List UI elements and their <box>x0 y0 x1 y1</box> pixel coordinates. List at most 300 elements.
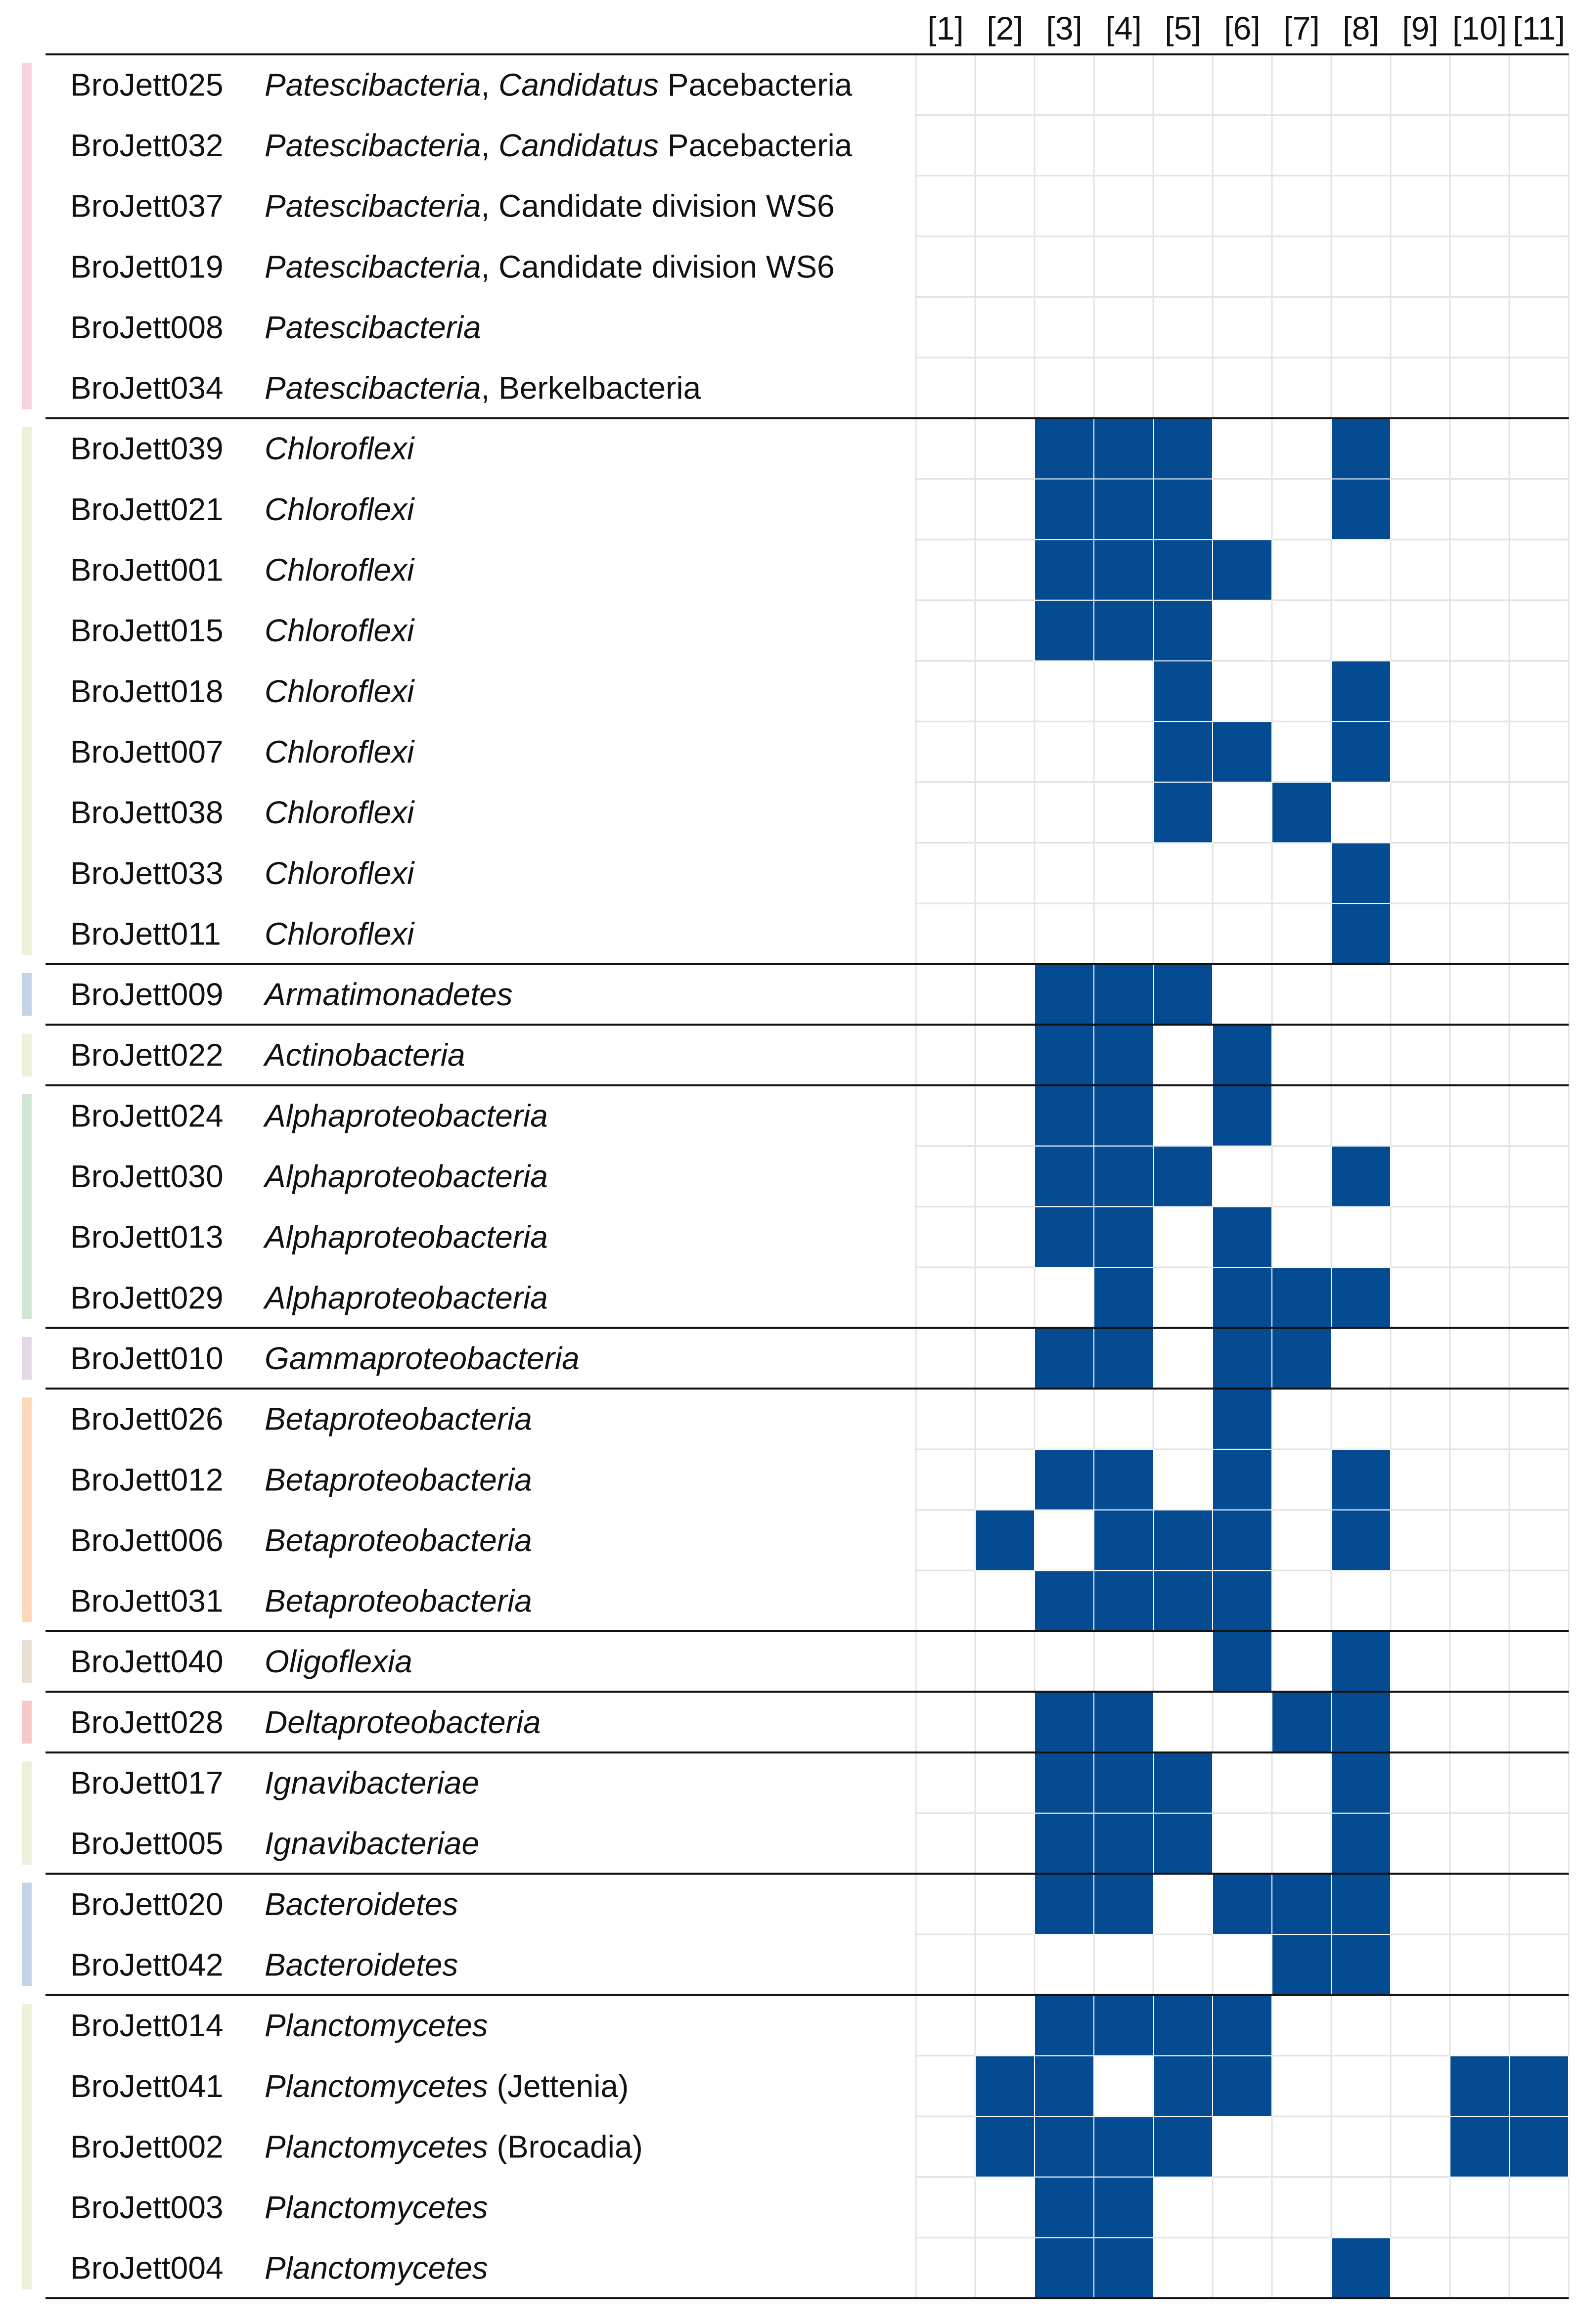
heatmap-cell-filled <box>1035 1570 1094 1631</box>
group-color-bar <box>22 1094 32 1319</box>
grid-cell <box>975 1388 1035 1449</box>
grid-cell <box>1272 1510 1331 1571</box>
grid-cell <box>1035 1267 1094 1328</box>
grid-cell <box>1450 479 1509 540</box>
grid-cell <box>1153 1449 1213 1510</box>
taxon-label <box>265 2068 629 2104</box>
grid-cell <box>1509 1328 1569 1389</box>
taxon-label <box>265 1583 532 1619</box>
grid-cell <box>975 1692 1035 1753</box>
taxon-segment: Planctomycetes <box>265 2129 488 2165</box>
bin-id-label: BroJett030 <box>70 1159 224 1195</box>
taxon-label <box>265 2008 488 2043</box>
taxon-segment: Bacteroidetes <box>265 1886 458 1922</box>
grid-cell <box>975 600 1035 661</box>
taxon-label <box>265 67 853 102</box>
grid-cell <box>1331 1388 1391 1449</box>
grid-cell <box>1272 1570 1331 1631</box>
taxon-segment: (Brocadia) <box>488 2129 643 2165</box>
bin-id-label: BroJett034 <box>70 370 224 406</box>
grid-cell <box>1450 1025 1509 1085</box>
grid-cell <box>1035 843 1094 903</box>
grid-cell <box>916 1025 975 1085</box>
grid-cell <box>1391 964 1450 1025</box>
heatmap-cell-filled <box>1035 479 1094 540</box>
grid-cell <box>1272 1752 1331 1813</box>
grid-cell <box>1391 1328 1450 1389</box>
heatmap-cell-filled <box>1035 1207 1094 1267</box>
column-header: [1] <box>927 10 964 46</box>
grid-cell <box>1450 600 1509 661</box>
grid-cell <box>975 964 1035 1025</box>
grid-cell <box>1272 1631 1331 1692</box>
grid-cell <box>1450 297 1509 358</box>
grid-cell <box>1391 721 1450 782</box>
taxon-segment: Pacebacteria <box>658 67 853 103</box>
taxon-label <box>263 1098 548 1133</box>
group-bars-layer <box>22 63 32 2289</box>
grid-cell <box>1153 2177 1213 2238</box>
taxon-segment: Patescibacteria <box>265 127 481 163</box>
heatmap-cell-filled <box>1035 1874 1094 1935</box>
grid-cell <box>1450 1510 1509 1571</box>
heatmap-cell-filled <box>1331 843 1391 903</box>
heatmap-cell-filled <box>1331 1813 1391 1874</box>
taxon-label <box>265 1886 458 1922</box>
grid-cell <box>1450 1388 1509 1449</box>
bin-id-label: BroJett003 <box>70 2190 224 2226</box>
grid-cell <box>1450 1328 1509 1389</box>
heatmap-cell-filled <box>1035 2237 1094 2298</box>
grid-cell <box>1391 1813 1450 1874</box>
grid-cell <box>916 1570 975 1631</box>
grid-cell <box>1272 1388 1331 1449</box>
taxon-segment: Chloroflexi <box>265 552 414 588</box>
bin-id-label: BroJett014 <box>70 2008 224 2044</box>
grid-cell <box>1035 1388 1094 1449</box>
grid-cell <box>1391 297 1450 358</box>
taxon-label <box>265 613 415 648</box>
grid-cell <box>1153 1631 1213 1692</box>
grid-cell <box>1509 1934 1569 1995</box>
taxon-segment: Deltaproteobacteria <box>265 1704 541 1740</box>
taxon-label <box>265 734 415 769</box>
grid-cell <box>1391 479 1450 540</box>
column-header: [11] <box>1513 10 1565 46</box>
grid-cell <box>1272 2116 1331 2177</box>
heatmap-cell-filled <box>1213 1570 1272 1631</box>
heatmap-cell-filled <box>1213 2056 1272 2116</box>
heatmap-cell-filled <box>1213 1207 1272 1267</box>
grid-cell <box>975 176 1035 236</box>
grid-cell <box>1272 539 1331 600</box>
heatmap-cell-filled <box>975 2056 1035 2116</box>
heatmap-cell-filled <box>1213 1510 1272 1571</box>
grid-cell <box>1272 964 1331 1025</box>
heatmap-cell-filled <box>1331 1874 1391 1935</box>
grid-cell <box>1272 479 1331 540</box>
bin-id-label: BroJett009 <box>70 977 224 1013</box>
bin-id-label: BroJett039 <box>70 431 224 467</box>
grid-cell <box>1450 1449 1509 1510</box>
taxon-label <box>265 188 835 224</box>
grid-cell <box>975 1025 1035 1085</box>
taxon-segment: , Candidate division WS6 <box>481 188 835 224</box>
grid-cell <box>1035 1934 1094 1995</box>
heatmap-cell-filled <box>1035 539 1094 600</box>
grid-cell <box>975 479 1035 540</box>
grid-cell <box>975 236 1035 297</box>
grid-cell <box>916 2237 975 2298</box>
taxon-label <box>265 370 701 406</box>
grid-cell <box>1272 661 1331 722</box>
heatmap-cell-filled <box>1153 1752 1213 1813</box>
grid-cell <box>916 782 975 843</box>
grid-cell <box>1391 236 1450 297</box>
taxon-label <box>265 795 415 830</box>
grid-cell <box>1450 964 1509 1025</box>
group-color-bar <box>22 1883 32 1986</box>
grid-cell <box>1272 236 1331 297</box>
grid-cell <box>1450 721 1509 782</box>
grid-cell <box>1509 721 1569 782</box>
bin-id-label: BroJett038 <box>70 795 224 831</box>
heatmap-cell-filled <box>1331 418 1391 479</box>
heatmap-cell-filled <box>1094 1207 1153 1267</box>
heatmap-cell-filled <box>1331 1510 1391 1571</box>
heatmap-cell-filled <box>1094 1025 1153 1085</box>
grid-cell <box>975 1631 1035 1692</box>
grid-cell <box>975 1874 1035 1935</box>
grid-cell <box>1213 964 1272 1025</box>
heatmap-cell-filled <box>1213 539 1272 600</box>
group-color-bar <box>22 427 32 955</box>
grid-cell <box>1391 115 1450 176</box>
bin-id-label: BroJett008 <box>70 309 224 345</box>
grid-cell <box>1035 661 1094 722</box>
grid-cell <box>1391 782 1450 843</box>
bin-id-label: BroJett024 <box>70 1098 224 1134</box>
heatmap-cell-filled <box>1094 1874 1153 1935</box>
grid-cell <box>1450 1085 1509 1146</box>
grid-cell <box>916 418 975 479</box>
grid-cell <box>916 1692 975 1753</box>
grid-cell <box>1094 843 1153 903</box>
heatmap-cell-filled <box>1509 2056 1569 2116</box>
grid-cell <box>1450 661 1509 722</box>
grid-cell <box>1153 115 1213 176</box>
grid-cell <box>1035 782 1094 843</box>
grid-cell <box>1272 176 1331 236</box>
taxon-segment: Alphaproteobacteria <box>265 1159 548 1195</box>
grid-cell <box>1509 843 1569 903</box>
grid-cell <box>1213 115 1272 176</box>
grid-cell <box>1331 358 1391 418</box>
grid-cell <box>916 1934 975 1995</box>
grid-cell <box>1213 418 1272 479</box>
grid-cell <box>1509 115 1569 176</box>
heatmap-cell-filled <box>1094 1085 1153 1146</box>
grid-cell <box>1331 1570 1391 1631</box>
grid-cell <box>1509 479 1569 540</box>
heatmap-cell-filled <box>1272 782 1331 843</box>
heatmap-cell-filled <box>1094 418 1153 479</box>
heatmap-cell-filled <box>1094 1995 1153 2056</box>
heatmap-cell-filled <box>1153 539 1213 600</box>
taxon-segment: Chloroflexi <box>265 491 414 527</box>
grid-cell <box>1153 54 1213 115</box>
grid-cell <box>1509 1207 1569 1267</box>
grid-cell <box>1094 2056 1153 2116</box>
bin-id-label: BroJett001 <box>70 552 224 588</box>
heatmap-cell-filled <box>1094 539 1153 600</box>
grid-cell <box>1272 297 1331 358</box>
group-color-bar <box>22 1033 32 1076</box>
heatmap-cell-filled <box>1213 721 1272 782</box>
bin-id-label: BroJett004 <box>70 2250 224 2286</box>
grid-cell <box>1391 903 1450 964</box>
grid-cell <box>1509 1146 1569 1207</box>
grid-cell <box>975 1449 1035 1510</box>
group-color-bar <box>22 973 32 1016</box>
grid-cell <box>916 1752 975 1813</box>
column-header: [7] <box>1283 10 1320 46</box>
grid-cell <box>1509 2237 1569 2298</box>
grid-cell <box>1391 1631 1450 1692</box>
taxon-segment: (Jettenia) <box>488 2068 629 2104</box>
heatmap-cell-filled <box>1331 1692 1391 1753</box>
grid-cell <box>1213 782 1272 843</box>
bin-id-label: BroJett011 <box>70 916 221 952</box>
grid-cell <box>916 1631 975 1692</box>
bin-id-label: BroJett010 <box>70 1340 224 1376</box>
heatmap-cell-filled <box>1094 1267 1153 1328</box>
grid-cell <box>916 2177 975 2238</box>
grid-cell <box>1450 1692 1509 1753</box>
grid-cell <box>1272 418 1331 479</box>
taxon-segment: Armatimonadetes <box>265 977 513 1013</box>
grid-cell <box>975 297 1035 358</box>
grid-cell <box>975 418 1035 479</box>
grid-cell <box>916 661 975 722</box>
group-color-bar <box>22 63 32 409</box>
bin-id-label: BroJett041 <box>70 2068 224 2104</box>
group-color-bar <box>22 1337 32 1380</box>
taxon-label <box>265 492 415 527</box>
grid-cell <box>916 236 975 297</box>
heatmap-cell-filled <box>1035 2116 1094 2177</box>
taxon-segment: Betaproteobacteria <box>265 1522 532 1558</box>
grid-cell <box>1509 418 1569 479</box>
column-header: [2] <box>987 10 1023 46</box>
grid-cell <box>1391 1995 1450 2056</box>
grid-cell <box>1094 721 1153 782</box>
grid-cell <box>1450 1207 1509 1267</box>
heatmap-cell-filled <box>1153 964 1213 1025</box>
bin-id-label: BroJett012 <box>70 1462 224 1498</box>
bin-id-label: BroJett040 <box>70 1644 224 1680</box>
heatmap-cell-filled <box>1153 1146 1213 1207</box>
grid-cell <box>1509 1631 1569 1692</box>
grid-cell <box>1450 1631 1509 1692</box>
grid-cell <box>1509 54 1569 115</box>
grid-cell <box>1035 903 1094 964</box>
grid-cell <box>1272 115 1331 176</box>
taxon-segment: , Berkelbacteria <box>481 370 701 406</box>
heatmap-cell-filled <box>1331 1752 1391 1813</box>
grid-cell <box>1391 1874 1450 1935</box>
grid-cell <box>1213 1752 1272 1813</box>
grid-cell <box>1509 1995 1569 2056</box>
grid-cell <box>1153 176 1213 236</box>
grid-cell <box>1450 2177 1509 2238</box>
taxon-segment: Pacebacteria <box>658 127 853 163</box>
heatmap-cell-filled <box>1153 661 1213 722</box>
heatmap-cell-filled <box>1450 2116 1509 2177</box>
grid-cell <box>975 1934 1035 1995</box>
taxon-label <box>265 673 415 709</box>
grid-cell <box>1509 1388 1569 1449</box>
taxon-label <box>265 2190 488 2225</box>
heatmap-cell-filled <box>1331 661 1391 722</box>
heatmap-cell-filled <box>1331 903 1391 964</box>
grid-cell <box>1272 2056 1331 2116</box>
grid-cell <box>916 115 975 176</box>
grid-cell <box>1450 1267 1509 1328</box>
grid-cell <box>1094 903 1153 964</box>
grid-cell <box>1509 358 1569 418</box>
heatmap-cell-filled <box>1213 1388 1272 1449</box>
grid-cell <box>916 1813 975 1874</box>
taxon-segment: Ignavibacteriae <box>265 1765 480 1801</box>
taxon-segment: Alphaproteobacteria <box>265 1280 548 1316</box>
bin-id-label: BroJett018 <box>70 673 224 709</box>
heatmap-cell-filled <box>1213 1995 1272 2056</box>
heatmap-cell-filled <box>1331 479 1391 540</box>
taxon-segment: Actinobacteria <box>265 1037 465 1073</box>
grid-cell <box>975 1146 1035 1207</box>
taxon-label <box>265 310 481 345</box>
grid-cell <box>1391 1692 1450 1753</box>
heatmap-cell-filled <box>1035 2177 1094 2238</box>
grid-cell <box>1272 1085 1331 1146</box>
heatmap-cell-filled <box>1035 1449 1094 1510</box>
grid-cell <box>1331 1207 1391 1267</box>
grid-cell <box>1391 843 1450 903</box>
grid-cell <box>1450 903 1509 964</box>
taxon-segment: Patescibacteria <box>265 67 481 103</box>
taxon-segment: Chloroflexi <box>265 855 414 891</box>
heatmap-cell-filled <box>1035 1692 1094 1753</box>
grid-cell <box>916 1207 975 1267</box>
grid-cell <box>916 479 975 540</box>
grid-cell <box>1094 358 1153 418</box>
grid-cell <box>975 1570 1035 1631</box>
bin-id-label: BroJett017 <box>70 1765 224 1801</box>
heatmap-cell-filled <box>1035 2056 1094 2116</box>
group-color-bar <box>22 1701 32 1744</box>
grid-cell <box>916 903 975 964</box>
heatmap-cell-filled <box>1094 1328 1153 1389</box>
grid-cell <box>1509 297 1569 358</box>
heatmap-cell-filled <box>1035 1752 1094 1813</box>
grid-cell <box>1509 600 1569 661</box>
taxon-label <box>265 855 415 891</box>
taxon-segment: Planctomycetes <box>265 2250 488 2286</box>
grid-cell <box>1450 843 1509 903</box>
taxon-segment: Planctomycetes <box>265 2068 488 2104</box>
grid-cell <box>1391 2116 1450 2177</box>
heatmap-cell-filled <box>1331 2237 1391 2298</box>
heatmap-cell-filled <box>1094 479 1153 540</box>
grid-cell <box>916 539 975 600</box>
heatmap-cell-filled <box>1213 1085 1272 1146</box>
bin-id-label: BroJett042 <box>70 1947 224 1983</box>
heatmap-cell-filled <box>1272 1267 1331 1328</box>
heatmap-cell-filled <box>975 2116 1035 2177</box>
grid-cell <box>1391 1570 1450 1631</box>
grid-cell <box>1035 358 1094 418</box>
heatmap-cell-filled <box>1331 1934 1391 1995</box>
grid-cell <box>1391 1752 1450 1813</box>
bin-id-label: BroJett007 <box>70 734 224 770</box>
group-color-bar <box>22 1397 32 1622</box>
heatmap-cell-filled <box>1153 721 1213 782</box>
grid-cell <box>975 54 1035 115</box>
grid-cell <box>1331 539 1391 600</box>
grid-cell <box>975 721 1035 782</box>
grid-cell <box>1094 661 1153 722</box>
grid-cell <box>1272 54 1331 115</box>
grid-cell <box>1035 176 1094 236</box>
taxon-segment: Candidatus <box>498 67 659 103</box>
heatmap-cell-filled <box>1153 418 1213 479</box>
taxon-segment: Oligoflexia <box>265 1644 412 1680</box>
taxon-segment: Betaproteobacteria <box>265 1462 532 1498</box>
taxon-segment: Patescibacteria <box>265 370 481 406</box>
grid-cell <box>1331 2116 1391 2177</box>
bin-id-label: BroJett013 <box>70 1219 224 1255</box>
grid-cell <box>1094 176 1153 236</box>
grid-cell <box>1391 2237 1450 2298</box>
grid-cell <box>1153 1934 1213 1995</box>
grid-cell <box>975 843 1035 903</box>
heatmap-cell-filled <box>1153 600 1213 661</box>
grid-cell <box>1213 843 1272 903</box>
grid-cell <box>1450 418 1509 479</box>
heatmap-cell-filled <box>1272 1692 1331 1753</box>
grid-cell <box>1509 1449 1569 1510</box>
grid-cell <box>975 1995 1035 2056</box>
bin-id-label: BroJett021 <box>70 491 224 527</box>
grid-cell <box>1153 1874 1213 1935</box>
column-header: [3] <box>1046 10 1083 46</box>
heatmap-cell-filled <box>1153 1570 1213 1631</box>
grid-cell <box>1213 661 1272 722</box>
taxon-label <box>265 1522 532 1558</box>
taxon-label <box>265 128 853 163</box>
grid-cell <box>916 843 975 903</box>
grid-cell <box>916 297 975 358</box>
heatmap-cell-filled <box>1035 964 1094 1025</box>
group-color-bar <box>22 1761 32 1865</box>
grid-cell <box>1391 54 1450 115</box>
grid-cell <box>1035 1631 1094 1692</box>
grid-cell <box>1391 176 1450 236</box>
taxon-segment: , <box>481 127 499 163</box>
grid-cell <box>1450 358 1509 418</box>
grid-cell <box>1509 1692 1569 1753</box>
